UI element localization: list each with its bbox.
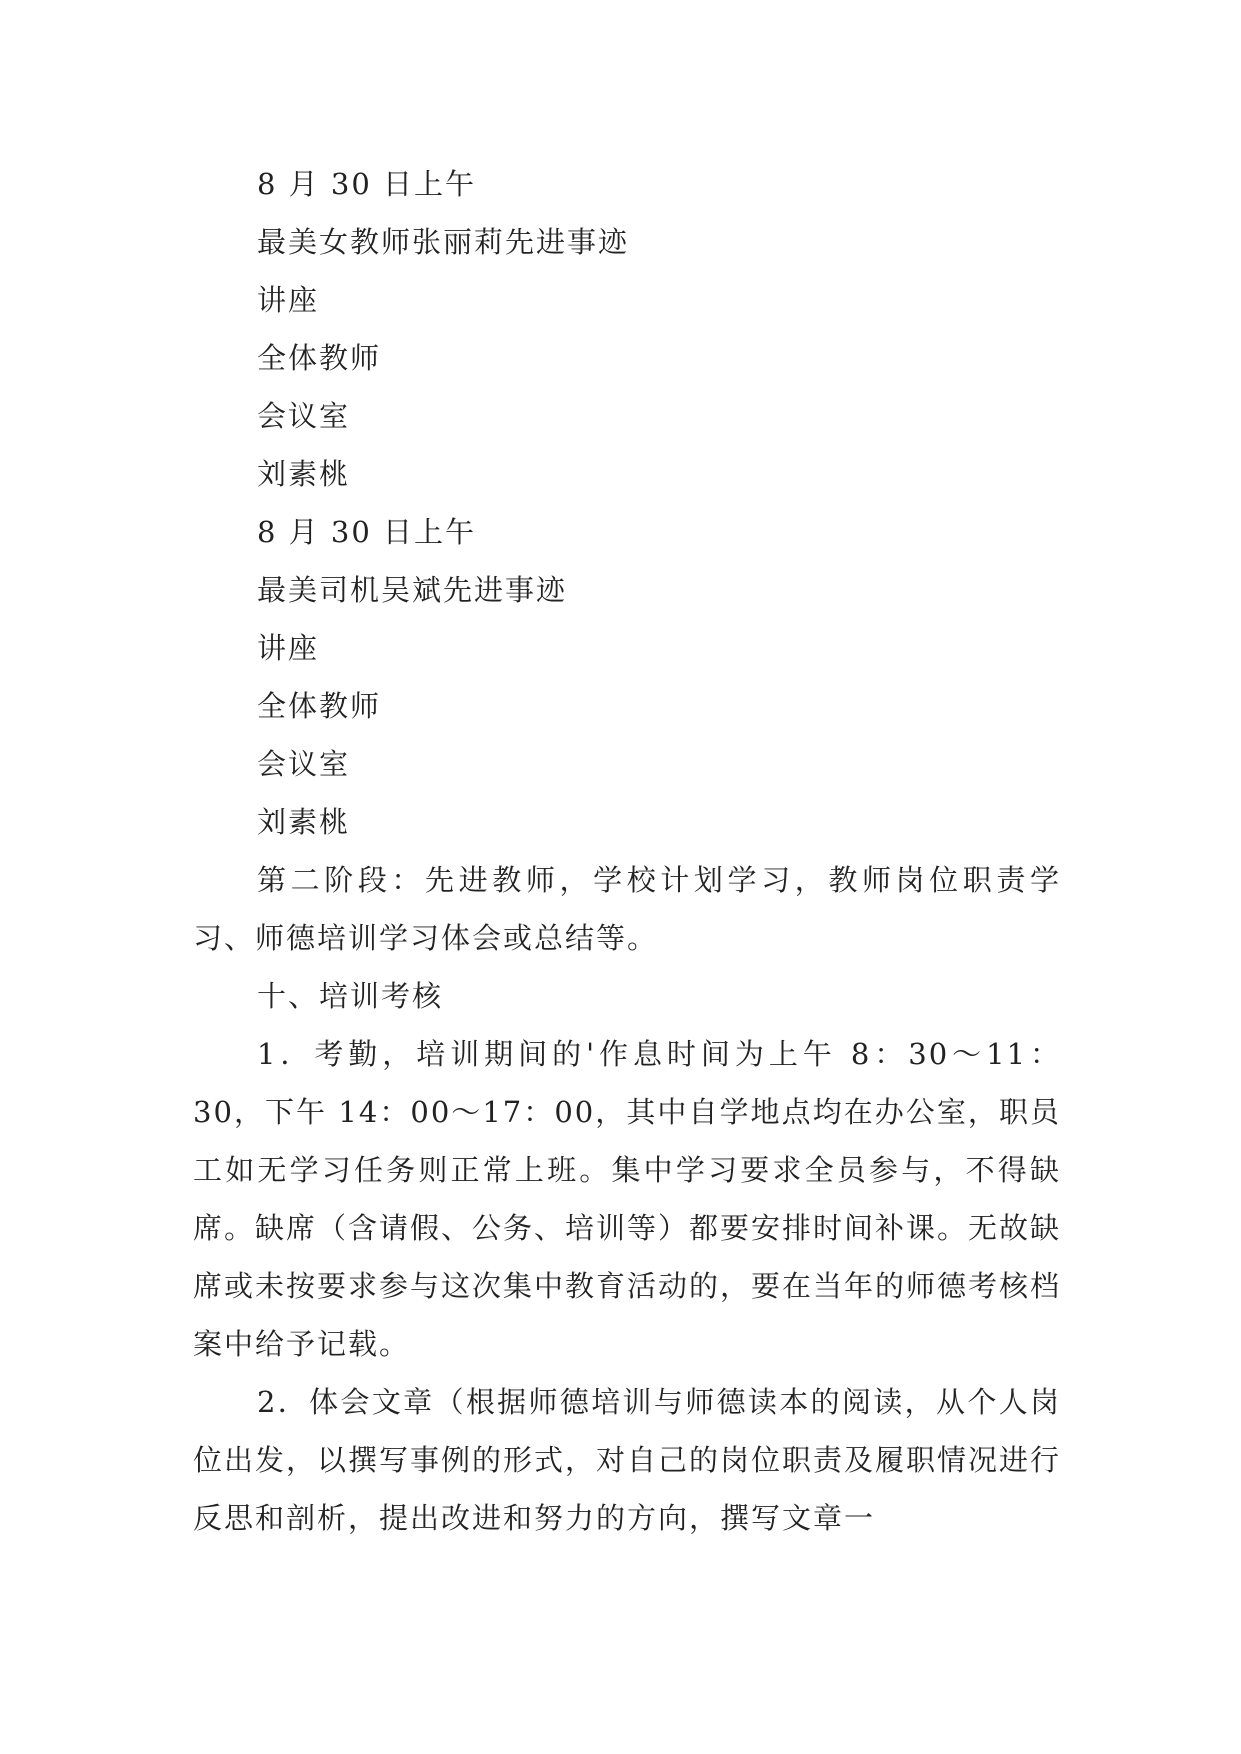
section-ten-heading: 十、培训考核 xyxy=(257,979,444,1013)
schedule-1-topic: 最美女教师张丽莉先进事迹 xyxy=(257,225,630,259)
schedule-2-topic: 最美司机吴斌先进事迹 xyxy=(257,573,568,607)
schedule-1-host: 刘素桃 xyxy=(257,457,351,491)
schedule-1-form: 讲座 xyxy=(257,283,320,317)
schedule-2-form: 讲座 xyxy=(257,631,320,665)
stage-two-paragraph: 第二阶段：先进教师，学校计划学习，教师岗位职责学习、师德培训学习体会或总结等。 xyxy=(193,863,1061,955)
reflection-article-paragraph: 2．体会文章（根据师德培训与师德读本的阅读，从个人岗位出发，以撰写事例的形式，对自己的岗位职责及履职情况进行反思和剖析，提出改进和努力的方向，撰写文章一 xyxy=(193,1385,1062,1535)
schedule-1-time: 8 月 30 日上午 xyxy=(257,167,477,201)
schedule-2-location: 会议室 xyxy=(257,747,351,781)
schedule-2-participants: 全体教师 xyxy=(257,689,382,723)
document-body xyxy=(193,155,1061,1547)
schedule-1-location: 会议室 xyxy=(257,399,351,433)
schedule-2-host: 刘素桃 xyxy=(257,805,351,839)
schedule-1-participants: 全体教师 xyxy=(257,341,382,375)
attendance-paragraph: 1．考勤，培训期间的'作息时间为上午 8：30～11：30，下午 14：00～17：00，其中自学地点均在办公室，职员工如无学习任务则正常上班。集中学习要求全员参与，不得缺席。缺席（含请假、公务、培训等）都要安排时间补课。无故缺席或未按要求参与这次集中教育活动的，要在当年的师德考核档案中给予记载。 xyxy=(193,1037,1062,1361)
schedule-2-time: 8 月 30 日上午 xyxy=(257,515,477,549)
